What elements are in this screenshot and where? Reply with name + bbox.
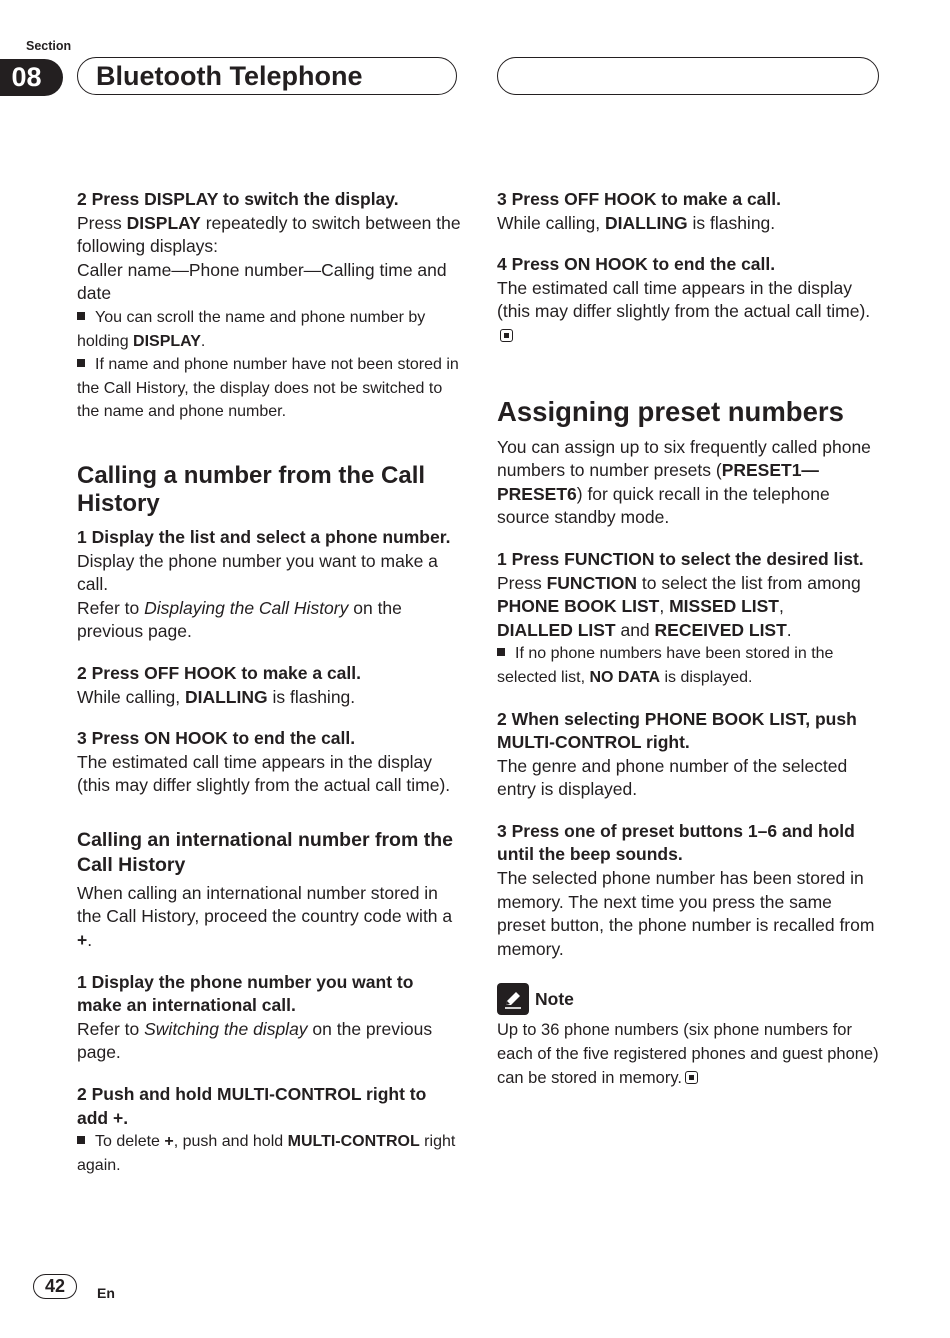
right-column (497, 188, 882, 1090)
left-column (77, 188, 462, 1177)
step-heading: 3 Press one of preset buttons 1–6 and hold until the beep sounds. (497, 820, 855, 865)
paragraph: Refer to Switching the display on the previous page. (77, 1018, 433, 1063)
paragraph: The selected phone number has been stored in memory. The next time you press the same preset button, the phone number is recalled from memory. (497, 868, 875, 959)
language-label: En (97, 1285, 115, 1301)
step-heading: 1 Display the list and select a phone number. (77, 526, 451, 547)
step-heading: 3 Press ON HOOK to end the call. (77, 728, 356, 749)
title-frame (77, 57, 457, 95)
paragraph: Refer to Displaying the Call History on the previous page. (77, 597, 402, 642)
bullet-icon (497, 648, 505, 656)
paragraph: When calling an international number stored in the Call History, proceed the country code with a +. (77, 882, 453, 951)
paragraph: While calling, DIALLING is flashing. (497, 212, 776, 233)
paragraph: Press FUNCTION to select the list from among PHONE BOOK LIST, MISSED LIST, DIALLED LIST and RECEIVED LIST. (497, 572, 861, 640)
section-number-badge: 08 (0, 59, 63, 96)
paragraph: You can assign up to six frequently called phone numbers to number presets (PRESET1—PRESET6) for quick recall in the telephone source standby mode. (497, 436, 871, 528)
bullet-icon (77, 359, 85, 367)
paragraph: The estimated call time appears in the display (this may differ slightly from the actual call time). (497, 277, 882, 348)
note-label: Note (535, 988, 574, 1009)
bullet-icon (77, 312, 85, 320)
bullet-note: If no phone numbers have been stored in the selected list, NO DATA is displayed. (497, 645, 834, 686)
note-header (497, 983, 882, 1015)
paragraph: Caller name—Phone number—Calling time and date (77, 259, 447, 304)
bullet-note: To delete +, push and hold MULTI-CONTROL right again. (77, 1133, 456, 1174)
page-title: Bluetooth Telephone (96, 61, 363, 91)
section-heading: Calling a number from the Call History (77, 461, 426, 517)
note-pencil-icon (497, 983, 529, 1015)
subsection-heading: Calling an international number from the Call History (77, 828, 453, 876)
step-heading: 2 Press OFF HOOK to make a call. (77, 662, 361, 683)
step-heading: 1 Display the phone number you want to make an international call. (77, 971, 414, 1016)
bullet-note: You can scroll the name and phone number by holding DISPLAY. (77, 308, 426, 350)
step-heading: 2 When selecting PHONE BOOK LIST, push MULTI-CONTROL right. (497, 708, 857, 753)
paragraph: The estimated call time appears in the display (this may differ slightly from the actual call time). (77, 751, 451, 796)
step-heading: 2 Press DISPLAY to switch the display. (77, 189, 399, 209)
empty-title-frame (497, 57, 879, 95)
step-heading: 1 Press FUNCTION to select the desired list. (497, 548, 864, 569)
paragraph: Display the phone number you want to make a call. (77, 550, 438, 595)
paragraph: The genre and phone number of the selected entry is displayed. (497, 755, 848, 800)
paragraph: While calling, DIALLING is flashing. (77, 686, 356, 707)
section-label: Section (26, 39, 72, 53)
section-heading: Assigning preset numbers (497, 395, 844, 427)
paragraph: Press DISPLAY repeatedly to switch between the following displays: (77, 212, 461, 257)
step-heading: 4 Press ON HOOK to end the call. (497, 254, 776, 275)
note-text: Up to 36 phone numbers (six phone numbers for each of the five registered phones and guest phone) can be stored in memory. (497, 1021, 879, 1087)
end-mark-icon (685, 1071, 698, 1084)
bullet-icon (77, 1136, 85, 1144)
page-number: 42 (33, 1274, 77, 1299)
end-mark-icon (500, 329, 513, 342)
step-heading: 3 Press OFF HOOK to make a call. (497, 189, 781, 209)
bullet-note: If name and phone number have not been stored in the Call History, the display does not be switched to the name and phone number. (77, 356, 459, 421)
step-heading: 2 Push and hold MULTI-CONTROL right to add +. (77, 1084, 427, 1128)
